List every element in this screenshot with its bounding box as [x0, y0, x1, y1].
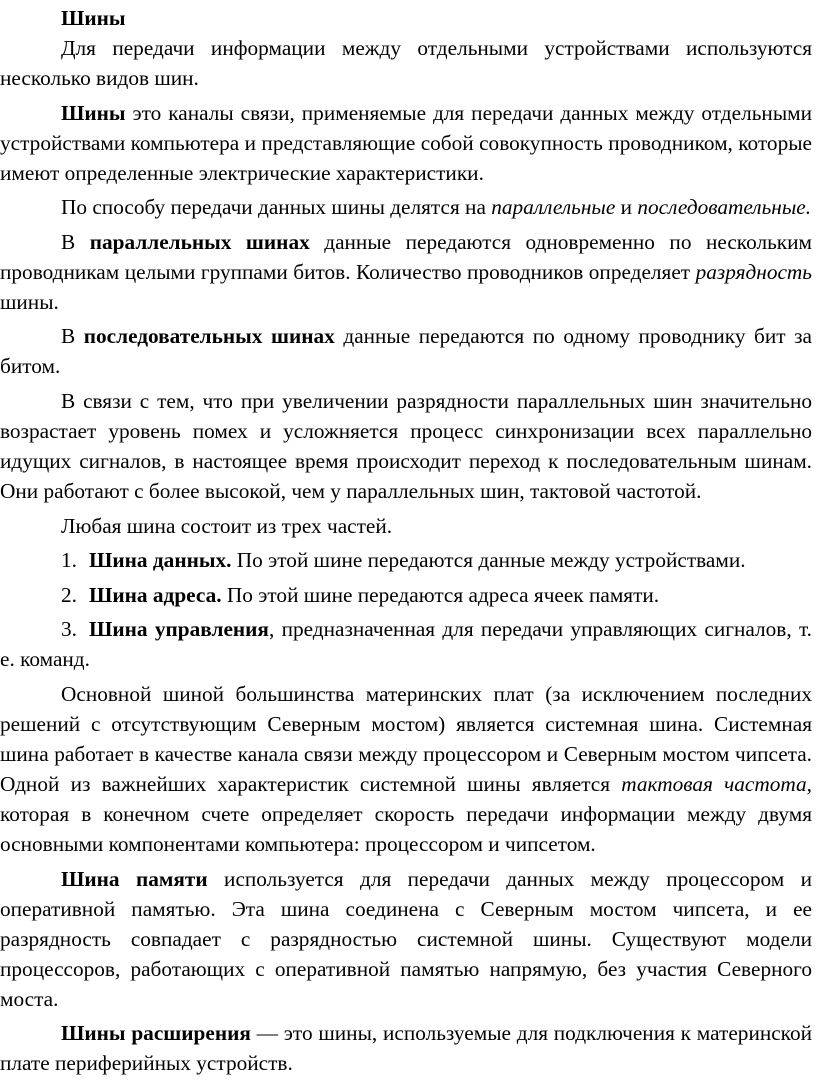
- types-text-1: По способу передачи данных шины делятся на: [61, 195, 492, 220]
- parallel-width: разрядность: [695, 259, 812, 284]
- serial-text-2: данные передаются по одному проводнику бит за битом.: [0, 324, 812, 379]
- transition-text: В связи с тем, что при увеличении разрядности параллельных шин значительно возрастает уровень помех и усложняется процесс синхронизации всех параллельно идущих сигналов, в настоящее время происходит переход к последовательным шинам. Они работают с более высокой, чем у параллельных шин, тактовой частотой.: [0, 388, 812, 503]
- serial-term: последовательных шинах: [83, 324, 335, 349]
- definition-text: это каналы связи, применяемые для передачи данных между отдельными устройствами компьютера и представляющие собой совокупность проводником, которые имеют определенные электрические характеристики.: [0, 100, 812, 185]
- parallel-text-3: шины.: [0, 289, 59, 314]
- memory-bus-text: используется для передачи данных между процессором и оперативной памятью. Эта шина соединена с Северным мостом чипсета, и ее разрядность совпадает с разрядностью системной шины. Существуют модели процессоров, работающих с оперативной памятью напрямую, без участия Северного моста.: [0, 866, 812, 1011]
- intro-text: Для передачи информации между отдельными устройствами используются несколько видов шин.: [0, 36, 812, 90]
- paragraph-memory-bus: [0, 864, 812, 1014]
- list-item-term: Шина адреса.: [89, 582, 222, 607]
- expansion-bus-term: Шины расширения: [61, 1021, 251, 1046]
- list-item-number: 3.: [61, 617, 77, 642]
- list-item-text: По этой шине передаются данные между устройствами.: [231, 548, 746, 573]
- list-item: [0, 580, 812, 610]
- paragraph-types: [0, 192, 812, 222]
- list-item-term: Шина управления: [89, 617, 269, 642]
- system-bus-text-2: которая в конечном счете определяет скорость передачи информации между двумя основными компонентами компьютера: процессором и чипсетом.: [0, 801, 812, 856]
- paragraph-parts: [0, 511, 812, 541]
- list-item-term: Шина данных.: [89, 548, 232, 573]
- expansion-bus-text: — это шины, используемые для подключения к материнской плате периферийных устройств.: [0, 1021, 812, 1076]
- definition-term: Шины: [61, 100, 126, 125]
- section-title: [0, 3, 812, 33]
- system-bus-frequency: тактовая частота,: [621, 771, 812, 796]
- list-item: [0, 614, 812, 674]
- parallel-term: параллельных шинах: [89, 229, 310, 254]
- list-item-text: , предназначенная для передачи управляющих сигналов, т. е. команд.: [0, 617, 812, 672]
- paragraph-definition: [0, 98, 812, 188]
- types-serial: последовательные.: [637, 195, 812, 220]
- types-text-2: и: [615, 195, 638, 220]
- parallel-text-2: данные передаются одновременно по нескольким проводникам целыми группами битов. Количество проводников определяет: [0, 229, 813, 284]
- system-bus-text-1: Основной шиной большинства материнских плат (за исключением последних решений с отсутствующим Северным мостом) является системная шина. Системная шина работает в качестве канала связи между процессором и Северным мостом чипсета. Одной из важнейших характеристик системной шины является: [0, 681, 812, 796]
- paragraph-expansion-bus: [0, 1018, 812, 1078]
- paragraph-system-bus: [0, 679, 812, 859]
- types-parallel: параллельные: [491, 195, 616, 220]
- parts-text: Любая шина состоит из трех частей.: [61, 513, 393, 538]
- list-item-number: 2.: [61, 582, 77, 607]
- list-item-number: 1.: [61, 548, 77, 573]
- paragraph-parallel: [0, 227, 812, 317]
- paragraph-serial: [0, 321, 812, 381]
- memory-bus-term: Шина памяти: [61, 866, 208, 891]
- paragraph-transition: [0, 386, 812, 506]
- paragraph-intro: [0, 33, 812, 93]
- list-item-text: По этой шине передаются адреса ячеек памяти.: [221, 582, 660, 607]
- title-text: Шины: [61, 6, 126, 30]
- serial-text-1: В: [61, 324, 84, 349]
- parallel-text-1: В: [61, 229, 90, 254]
- list-item: [0, 545, 812, 575]
